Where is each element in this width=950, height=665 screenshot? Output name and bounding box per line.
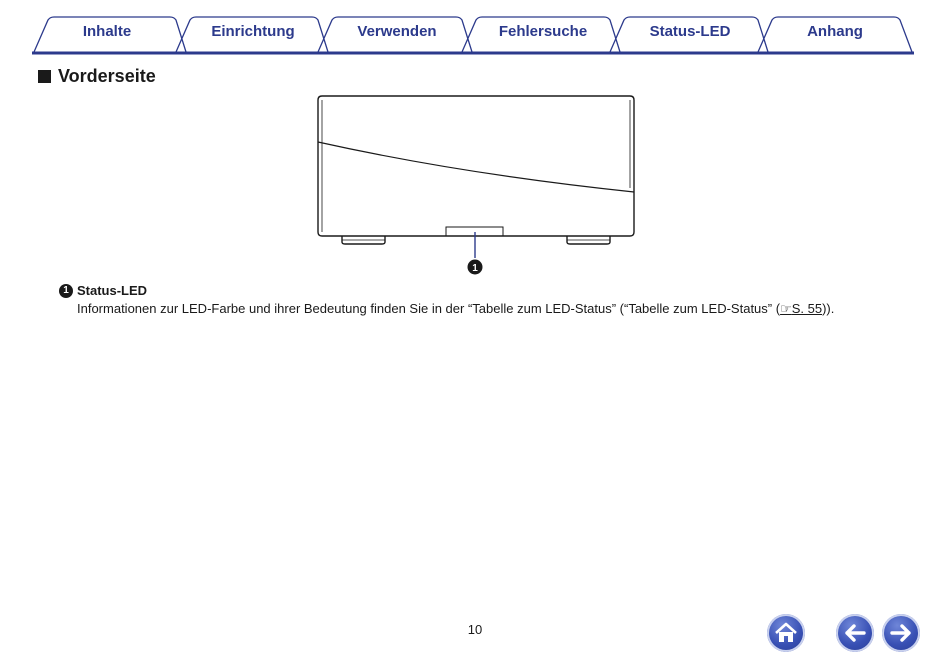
forward-button[interactable] [882, 614, 920, 652]
tab-bar [0, 0, 950, 56]
callout-text-end: )). [822, 301, 835, 316]
tab-anhang[interactable]: Anhang [807, 23, 863, 40]
section-heading [38, 64, 156, 88]
callout-title: Status-LED [77, 283, 148, 298]
callout-heading [59, 283, 147, 298]
tab-einrichtung[interactable]: Einrichtung [211, 23, 295, 40]
tab-fehlersuche[interactable]: Fehlersuche [498, 23, 588, 40]
callout-text: Informationen zur LED-Farbe und ihrer Bedeutung finden Sie in der “Tabelle zum LED-Status” (“Tabelle zum LED-Status” ( [77, 301, 781, 316]
callout-description [77, 301, 834, 317]
section-title: Vorderseite [58, 65, 156, 86]
device-front-diagram [312, 92, 642, 287]
arrow-left-icon [836, 614, 874, 652]
device-front-illustration [312, 92, 642, 282]
pointing-hand-icon: ☞ [780, 301, 792, 316]
callout-marker-number: 1 [472, 263, 478, 274]
page-number: 10 [467, 622, 483, 637]
page-reference-text: S. 55 [791, 301, 823, 316]
home-icon [767, 614, 805, 652]
page-reference-link[interactable] [780, 301, 822, 316]
tab-inhalte[interactable]: Inhalte [82, 23, 132, 40]
square-bullet-icon [38, 70, 51, 83]
tab-status-led[interactable]: Status-LED [649, 23, 731, 40]
arrow-right-icon [882, 614, 920, 652]
callout-number-badge: 1 [59, 284, 73, 298]
back-button[interactable] [836, 614, 874, 652]
tab-verwenden[interactable]: Verwenden [357, 23, 437, 40]
home-button[interactable] [767, 614, 805, 652]
